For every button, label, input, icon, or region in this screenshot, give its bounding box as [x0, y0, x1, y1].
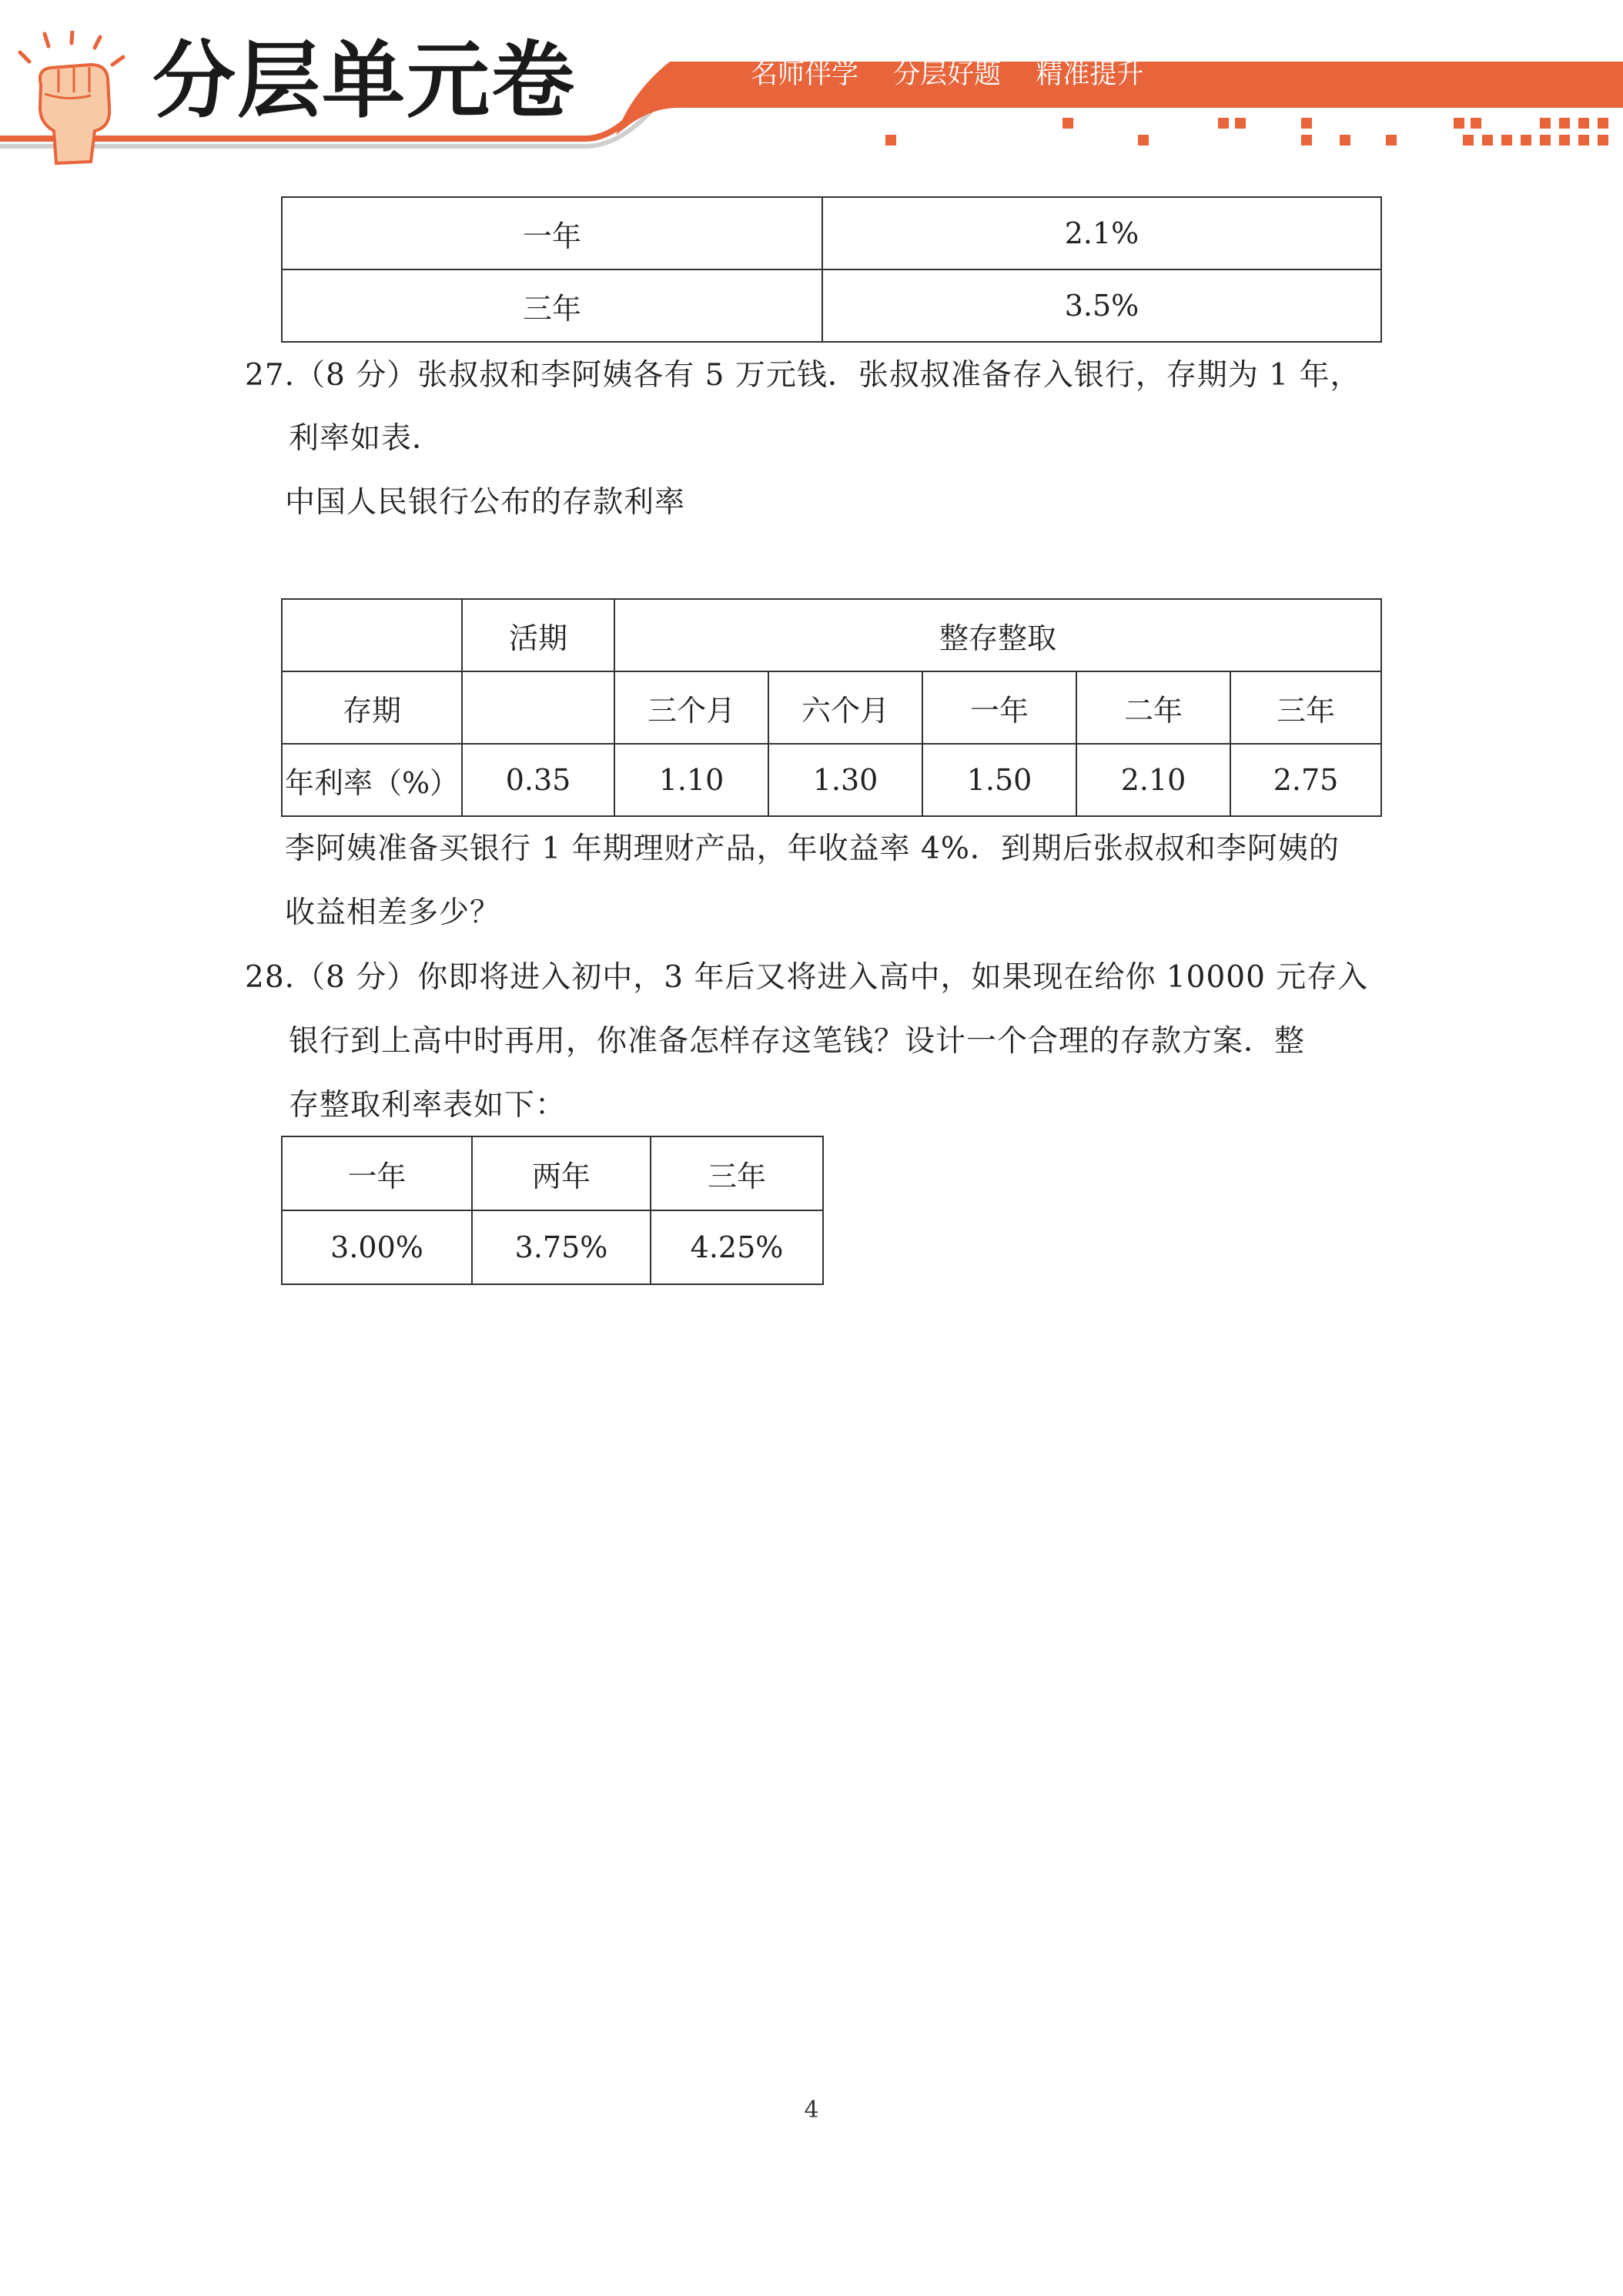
- header-current-deposit: 活期: [462, 599, 614, 671]
- slogan-3: 精准提升: [1036, 59, 1144, 90]
- table-row: [282, 744, 1381, 816]
- table-row: [282, 671, 1381, 744]
- rate-cell: 1.30: [768, 744, 922, 816]
- rate-cell: 2.10: [1076, 744, 1230, 816]
- q27-line-3: 李阿姨准备买银行 1 年期理财产品，年收益率 4%．到期后张叔叔和李阿姨的: [285, 832, 1340, 866]
- table-cell: 三年: [282, 269, 822, 342]
- slogan-1: 名师伴学: [751, 59, 859, 90]
- period-cell: 二年: [1076, 671, 1230, 744]
- table-row: [282, 1210, 823, 1284]
- rate-cell: 2.75: [1230, 744, 1381, 816]
- table-cell: 3.75%: [472, 1210, 651, 1284]
- q27-line-4: 收益相差多少？: [285, 895, 501, 930]
- table-header-cell: 两年: [472, 1136, 651, 1210]
- brand-title: 分层单元卷: [152, 33, 577, 129]
- period-cell: 一年: [922, 671, 1076, 744]
- fixed-deposit-rate-table: [281, 1136, 824, 1285]
- row-label-period: 存期: [282, 671, 462, 744]
- table-row: [282, 1136, 823, 1210]
- table-cell: 一年: [282, 197, 822, 269]
- table-row: [282, 599, 1381, 671]
- table-cell: 2.1%: [822, 197, 1381, 269]
- table-cell-empty: [462, 671, 614, 744]
- q28-line-2: 银行到上高中时再用，你准备怎样存这笔钱？设计一个合理的存款方案．整: [289, 1024, 1306, 1059]
- table-cell: 4.25%: [651, 1210, 823, 1284]
- rate-cell: 1.10: [614, 744, 768, 816]
- table-cell: 3.5%: [822, 269, 1381, 342]
- table-cell: 3.00%: [282, 1210, 472, 1284]
- header-slogan: [751, 59, 1170, 90]
- rate-cell: 0.35: [462, 744, 614, 816]
- table-row: [282, 197, 1381, 269]
- table-header-cell: 三年: [651, 1136, 823, 1210]
- slogan-2: 分层好题: [893, 59, 1002, 90]
- rate-table-continued: [281, 196, 1382, 343]
- page-header: [0, 0, 1623, 177]
- period-cell: 六个月: [768, 671, 922, 744]
- table-row: [282, 269, 1381, 342]
- period-cell: 三年: [1230, 671, 1381, 744]
- q28-line-3: 存整取利率表如下：: [289, 1088, 567, 1123]
- page-number: 4: [804, 2097, 819, 2124]
- table-cell-empty: [282, 599, 462, 671]
- q28-line-1: 28.（8 分）你即将进入初中，3 年后又将进入高中，如果现在给你 10000 元存入: [245, 960, 1369, 995]
- interest-rate-table: [281, 598, 1382, 817]
- rate-cell: 1.50: [922, 744, 1076, 816]
- fist-icon: [14, 31, 129, 169]
- table-header-cell: 一年: [282, 1136, 472, 1210]
- q27-line-1: 27.（8 分）张叔叔和李阿姨各有 5 万元钱．张叔叔准备存入银行，存期为 1 年，: [245, 358, 1361, 393]
- q27-table-caption: 中国人民银行公布的存款利率: [285, 485, 686, 520]
- row-label-rate: 年利率（%）: [282, 744, 462, 816]
- period-cell: 三个月: [614, 671, 768, 744]
- header-fixed-deposit: 整存整取: [614, 599, 1381, 671]
- q27-line-2: 利率如表．: [289, 421, 443, 456]
